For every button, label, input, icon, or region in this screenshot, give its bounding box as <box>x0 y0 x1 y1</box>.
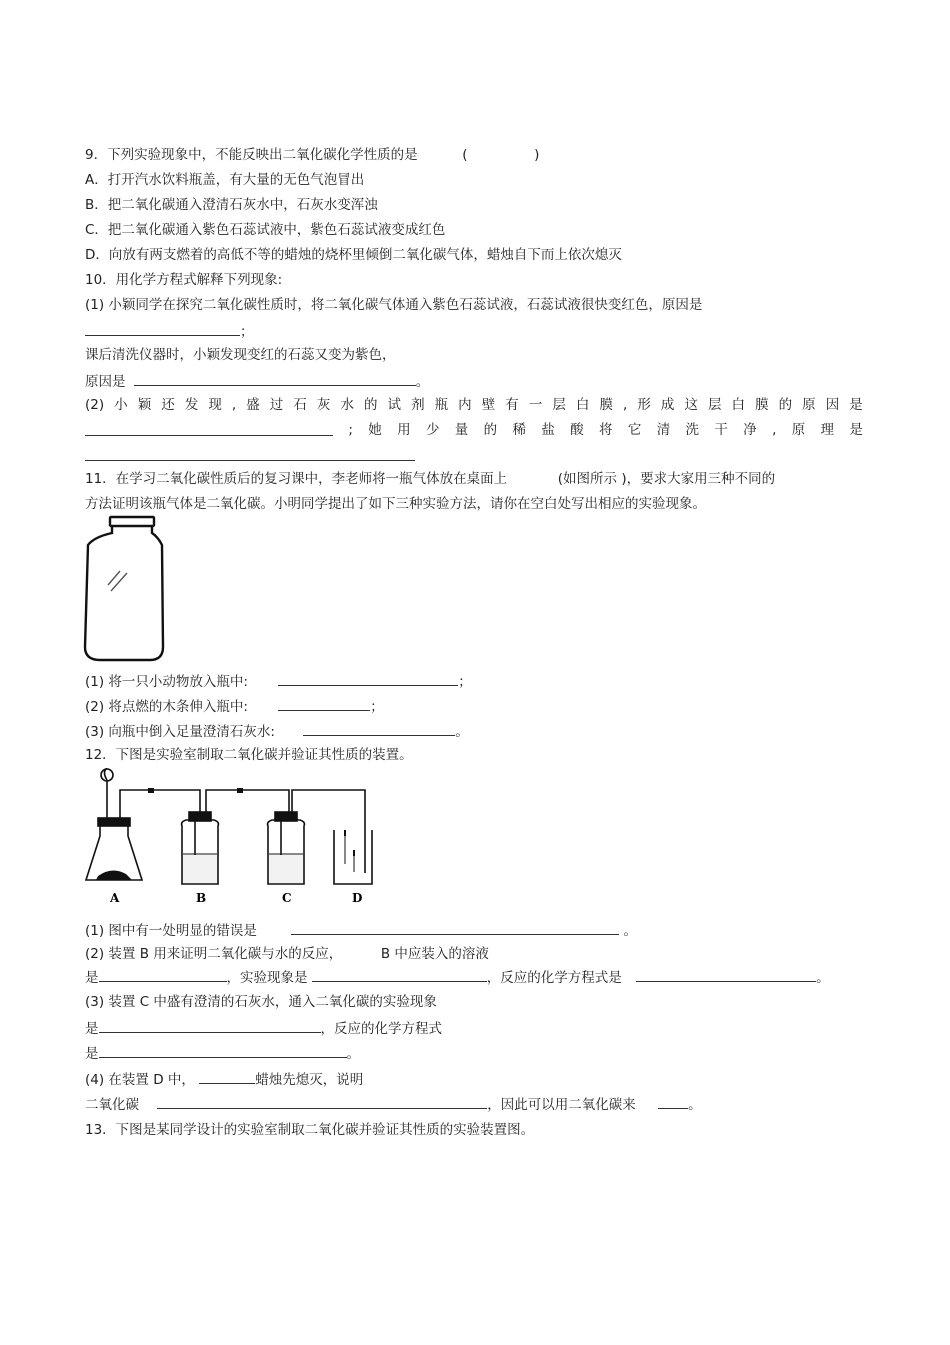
q11-item-2-text: (2) 将点燃的木条伸入瓶中: <box>85 699 248 715</box>
q10-p2b-w7: 盐 <box>541 422 555 438</box>
q10-p2b-w12: 洗 <box>685 422 700 438</box>
liquid-fill-b <box>183 855 217 883</box>
q10-p2-w0: (2) <box>85 397 105 413</box>
q12-p2c: 是 <box>85 970 99 986</box>
q10-p2-w28: 白 <box>731 397 746 413</box>
q12-p1: (1) 图中有一处明显的错误是 <box>85 923 257 939</box>
q12-p2d: ，实验现象是 <box>226 970 308 986</box>
glass-highlight <box>111 573 127 591</box>
beaker-d <box>334 830 372 884</box>
q10-semicolon: ； <box>240 324 254 340</box>
answer-blank[interactable] <box>134 371 416 386</box>
flame-tall <box>344 830 346 836</box>
marble-chips <box>96 870 132 880</box>
q12-p3-line-c <box>85 1043 360 1063</box>
q11-item-3-text: (3) 向瓶中倒入足量澄清石灰水: <box>85 724 275 740</box>
q10-p2-line <box>85 396 863 414</box>
q10-p2b-w17: 理 <box>820 422 835 438</box>
funnel-stem <box>105 768 108 823</box>
q10-p2-w8: 过 <box>269 397 284 413</box>
q11-item-3-end: 。 <box>455 724 469 740</box>
q10-p2-w3: 还 <box>161 397 175 413</box>
q11-item-3 <box>85 721 469 741</box>
q12-p2b: B 中应装入的溶液 <box>380 946 489 962</box>
answer-blank[interactable] <box>278 696 370 711</box>
answer-blank[interactable] <box>199 1069 255 1084</box>
q12-p3a: (3) 装置 C 中盛有澄清的石灰水，通入二氧化碳的实验现象 <box>85 994 437 1010</box>
q12-p4-line-b <box>85 1094 702 1114</box>
answer-blank[interactable] <box>99 1043 347 1058</box>
q10-reason-label: 原因是 <box>85 374 126 390</box>
answer-blank[interactable] <box>303 721 455 736</box>
q10-p2-w19: 一 <box>528 397 543 413</box>
q10-p2b-w9: 将 <box>599 422 613 438</box>
q10-p2-w29: 膜 <box>755 397 769 413</box>
q10-p2b-w13: 干 <box>714 422 728 438</box>
q10-p2b-w8: 酸 <box>570 422 584 438</box>
q10-p2-w18: 有 <box>505 397 519 413</box>
q10-p2b-w16: 原 <box>791 422 806 438</box>
q12-p1-end: 。 <box>623 923 638 939</box>
q12-p3-end: 。 <box>346 1046 360 1062</box>
q12-p4-line-a <box>85 1069 363 1089</box>
answer-blank[interactable] <box>157 1094 487 1109</box>
q12-p4c: 二氧化碳 <box>85 1097 139 1113</box>
q11-item-2-end: ； <box>370 699 384 715</box>
q10-p1: (1) 小颖同学在探究二氧化碳性质时，将二氧化碳气体通入紫色石蕊试液，石蕊试液很快变红色，原因是 <box>85 297 703 313</box>
answer-blank[interactable] <box>278 671 458 686</box>
label-b: B <box>196 891 207 905</box>
q10-p2b-w10: 它 <box>627 422 642 438</box>
q11-item-1-end: ； <box>458 674 472 690</box>
q10-p2-w14: 剂 <box>411 397 425 413</box>
q10-p2-w22: 膜 <box>599 397 613 413</box>
q10-p2b-w11: 清 <box>656 422 671 438</box>
q10-p2b-w3: 少 <box>425 422 440 438</box>
jar-body <box>85 526 163 660</box>
q9-stem: 9．下列实验现象中，不能反映出二氧化碳化学性质的是 <box>85 147 418 163</box>
q10-p2-w10: 灰 <box>316 397 331 413</box>
q10-p2-w4: 发 <box>184 397 199 413</box>
q10-p2-w11: 水 <box>340 397 354 413</box>
q10-p2-w20: 层 <box>552 397 566 413</box>
q11-stem-fig: (如图所示 )，要求大家用三种不同的 <box>557 471 776 487</box>
q10-p2-w13: 试 <box>387 397 402 413</box>
q10-p1-blank-line <box>85 321 254 341</box>
q13-stem: 13．下图是某同学设计的实验室制取二氧化碳并验证其性质的实验装置图。 <box>85 1122 535 1138</box>
q10-p2b-w14: 净 <box>743 422 757 438</box>
q10-p2b-w1: 她 <box>368 422 382 438</box>
clip-2 <box>237 788 243 793</box>
q10-p2b-w5: 的 <box>483 422 498 438</box>
q9-option-c: C．把二氧化碳通入紫色石蕊试液中，紫色石蕊试液变成红色 <box>85 222 446 238</box>
label-a: A <box>110 891 120 905</box>
label-c: C <box>282 891 292 905</box>
q12-p3c: ，反应的化学方程式 <box>320 1021 442 1037</box>
q10-p2-w5: 现 <box>208 397 222 413</box>
liquid-fill-c <box>269 855 303 883</box>
q12-p2e: ，反应的化学方程式是 <box>486 970 622 986</box>
q10-p2-w16: 内 <box>458 397 472 413</box>
q12-p1-line <box>85 920 637 940</box>
q12-p2-line-a <box>85 945 489 963</box>
q11-stem-a: 11．在学习二氧化碳性质后的复习课中，李老师将一瓶气体放在桌面上 <box>85 471 508 487</box>
q10-reason-line <box>85 371 429 391</box>
answer-blank[interactable] <box>99 967 227 982</box>
q12-stem: 12．下图是实验室制取二氧化碳并验证其性质的装置。 <box>85 747 413 763</box>
q12-p3d: 是 <box>85 1046 99 1062</box>
q10-p2b-w4: 量 <box>454 422 469 438</box>
answer-blank[interactable] <box>636 967 816 982</box>
q9-paren-open: ( <box>462 147 468 163</box>
q10-p2-w17: 壁 <box>481 397 496 413</box>
q10-p2b-w15: , <box>772 422 777 438</box>
co2-apparatus-figure <box>82 768 382 908</box>
q12-p4-end: 。 <box>688 1097 702 1113</box>
q10-p2c-blank-line <box>85 446 415 466</box>
label-d: D <box>352 891 363 905</box>
answer-blank[interactable] <box>85 321 240 336</box>
q10-p2-w33: 是 <box>849 397 863 413</box>
q10-p2-w25: 成 <box>660 397 675 413</box>
q10-p2-w12: 的 <box>363 397 378 413</box>
q10-stem: 10．用化学方程式解释下列现象: <box>85 272 283 288</box>
q10-p2-w23: , <box>623 397 628 413</box>
jar-stopper <box>110 517 154 526</box>
q9-option-a: A．打开汽水饮料瓶盖，有大量的无色气泡冒出 <box>85 172 365 188</box>
q10-p2-w6: , <box>231 397 237 413</box>
q12-p4d: ，因此可以用二氧化碳来 <box>487 1097 636 1113</box>
q9-option-d: D．向放有两支燃着的高低不等的蜡烛的烧杯里倾倒二氧化碳气体，蜡烛自下而上依次熄灭 <box>85 247 622 263</box>
q12-p2a: (2) 装置 B 用来证明二氧化碳与水的反应， <box>85 946 343 962</box>
stopper-c <box>275 812 297 821</box>
q10-p2b-w2: 用 <box>397 422 411 438</box>
answer-blank[interactable] <box>85 446 415 461</box>
gas-jar-figure <box>80 515 170 665</box>
answer-blank[interactable] <box>312 967 487 982</box>
q10-p2-w27: 层 <box>707 397 722 413</box>
q10-p2-w15: 瓶 <box>434 397 449 413</box>
q11-stem-line <box>85 470 775 488</box>
answer-blank[interactable] <box>85 421 333 436</box>
q10-p2-w9: 石 <box>293 397 307 413</box>
q11-item-2 <box>85 696 384 716</box>
q9-option-b: B．把二氧化碳通入澄清石灰水中，石灰水变浑浊 <box>85 197 378 213</box>
q10-p2b-w6: 稀 <box>512 422 526 438</box>
q12-p2-line-b <box>85 967 830 987</box>
q12-p4b: 蜡烛先熄灭，说明 <box>255 1072 364 1088</box>
q10-p1b: 课后清洗仪器时，小颖发现变红的石蕊又变为紫色， <box>85 347 396 363</box>
q9-stem-line <box>85 146 539 164</box>
q10-period: 。 <box>415 374 430 390</box>
q10-p2-w2: 颖 <box>137 397 152 413</box>
q10-p2-w30: 的 <box>778 397 793 413</box>
flame-short <box>353 850 355 856</box>
q9-paren-close: ) <box>534 147 540 163</box>
q10-p2-w26: 这 <box>684 397 698 413</box>
q10-p2b-w0: ; <box>348 422 353 438</box>
q11-stem-b: 方法证明该瓶气体是二氧化碳。小明同学提出了如下三种实验方法，请你在空白处写出相应的实验现象。 <box>85 496 706 512</box>
answer-blank[interactable] <box>99 1018 321 1033</box>
q10-p2-w1: 小 <box>114 397 128 413</box>
q10-p2-w31: 原 <box>802 397 816 413</box>
q10-p2-w32: 因 <box>825 397 840 413</box>
q10-p2-w7: 盛 <box>246 397 260 413</box>
stopper-b <box>189 812 211 821</box>
answer-blank[interactable] <box>658 1094 688 1109</box>
q12-p3-line-b <box>85 1018 442 1038</box>
tube-a-b <box>120 790 200 818</box>
q10-p2-w21: 白 <box>575 397 590 413</box>
clip-1 <box>148 788 154 793</box>
q12-p3b: 是 <box>85 1021 99 1037</box>
q10-p2b-line <box>85 421 863 439</box>
q11-item-1-text: (1) 将一只小动物放入瓶中: <box>85 674 248 690</box>
answer-blank[interactable] <box>291 920 619 935</box>
q10-p2b-w18: 是 <box>849 422 863 438</box>
q10-p2-w24: 形 <box>637 397 651 413</box>
q12-p4a: (4) 在装置 D 中， <box>85 1072 195 1088</box>
q12-p2-end: 。 <box>816 970 830 986</box>
stopper-a <box>98 818 130 826</box>
q11-item-1 <box>85 671 472 691</box>
